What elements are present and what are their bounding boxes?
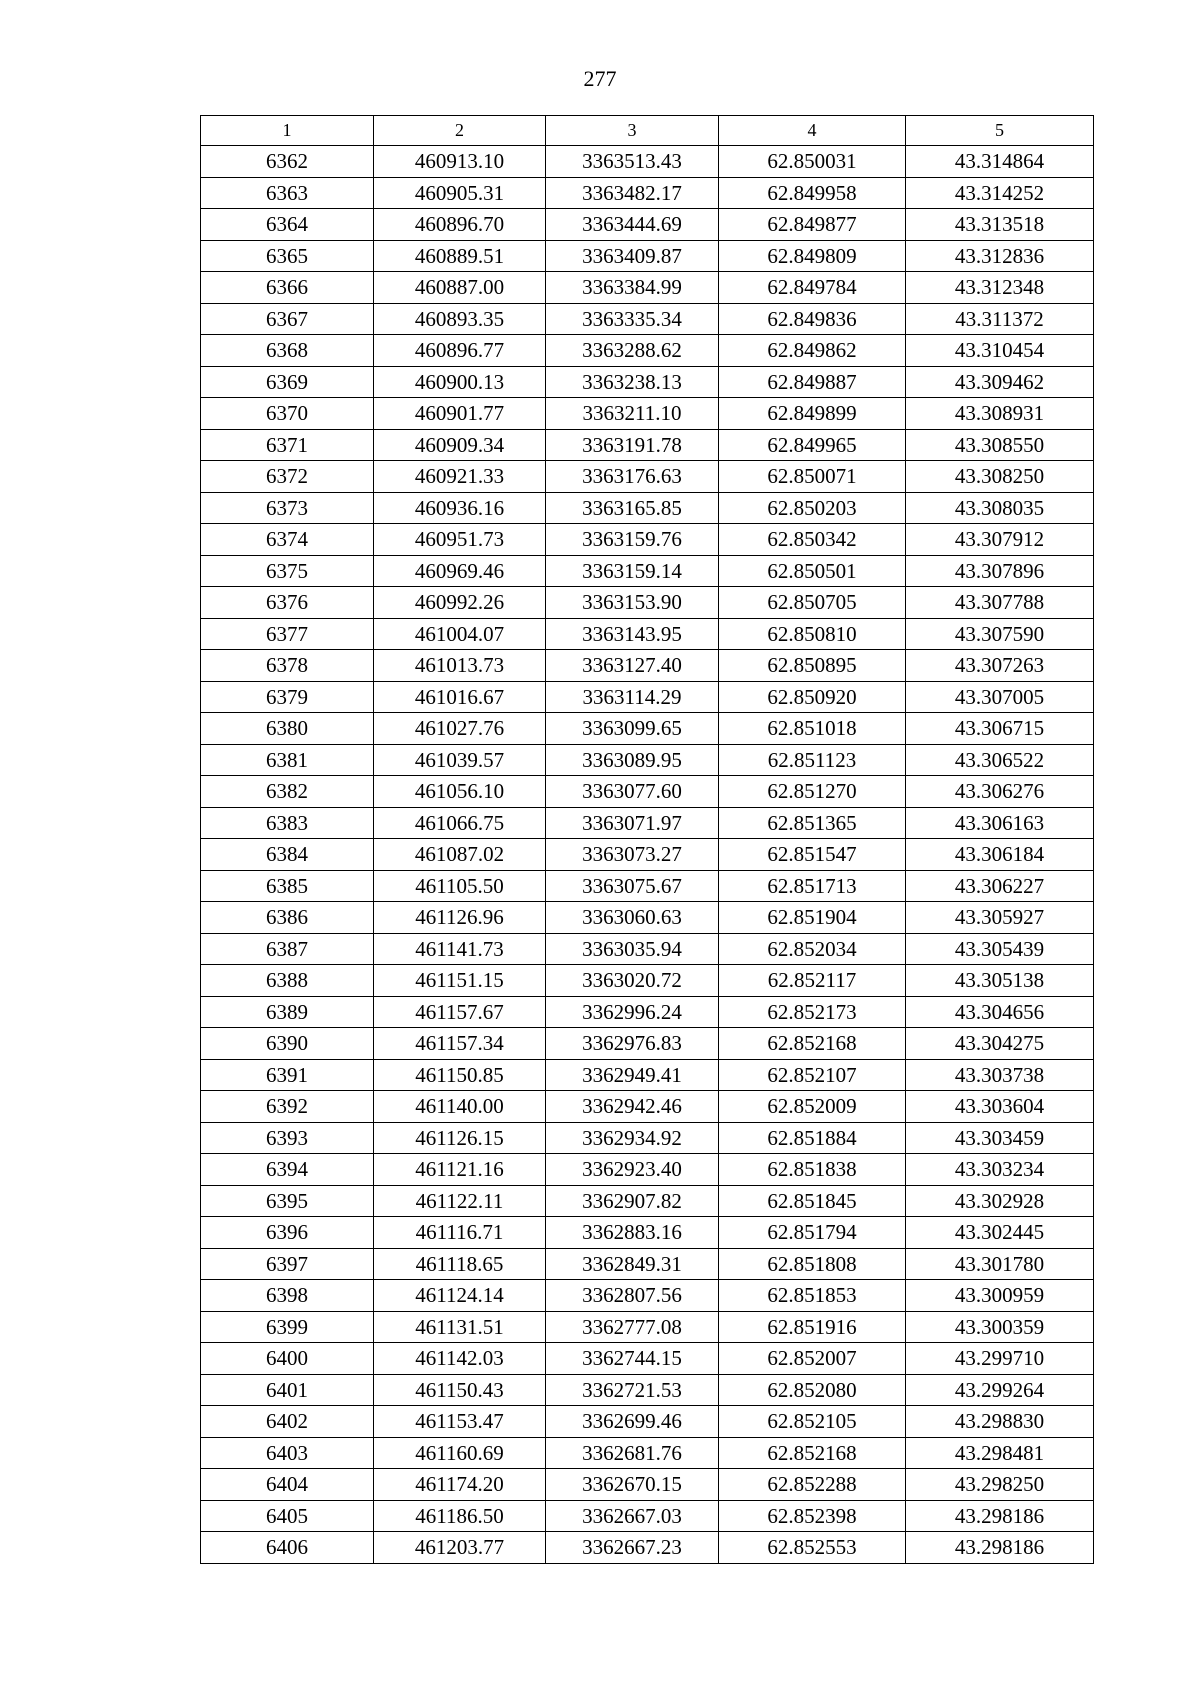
table-cell-col-5: 43.303234 [906, 1154, 1094, 1186]
table-cell-col-4: 62.851916 [719, 1311, 906, 1343]
table-cell-col-4: 62.852007 [719, 1343, 906, 1375]
table-cell-col-3: 3362907.82 [546, 1185, 719, 1217]
table-cell-col-5: 43.306522 [906, 744, 1094, 776]
table-cell-col-4: 62.851365 [719, 807, 906, 839]
table-cell-col-3: 3362667.03 [546, 1500, 719, 1532]
table-cell-col-2: 461151.15 [374, 965, 546, 997]
table-cell-col-2: 461141.73 [374, 933, 546, 965]
table-cell-col-2: 460896.77 [374, 335, 546, 367]
table-row [201, 870, 1094, 902]
column-header-2: 2 [374, 116, 546, 146]
table-cell-col-5: 43.308931 [906, 398, 1094, 430]
table-cell-col-3: 3362976.83 [546, 1028, 719, 1060]
table-row [201, 1406, 1094, 1438]
table-cell-col-1: 6370 [201, 398, 374, 430]
table-cell-col-5: 43.298250 [906, 1469, 1094, 1501]
table-cell-col-1: 6377 [201, 618, 374, 650]
table-cell-col-2: 461124.14 [374, 1280, 546, 1312]
table-cell-col-3: 3363238.13 [546, 366, 719, 398]
table-cell-col-2: 461160.69 [374, 1437, 546, 1469]
table-cell-col-1: 6405 [201, 1500, 374, 1532]
table-cell-col-5: 43.311372 [906, 303, 1094, 335]
table-row [201, 1091, 1094, 1123]
table-row [201, 335, 1094, 367]
table-cell-col-1: 6363 [201, 177, 374, 209]
table-cell-col-5: 43.303604 [906, 1091, 1094, 1123]
table-cell-col-2: 461105.50 [374, 870, 546, 902]
table-cell-col-2: 461039.57 [374, 744, 546, 776]
table-cell-col-4: 62.849965 [719, 429, 906, 461]
table-cell-col-3: 3362883.16 [546, 1217, 719, 1249]
table-cell-col-4: 62.850501 [719, 555, 906, 587]
table-cell-col-1: 6393 [201, 1122, 374, 1154]
table-cell-col-5: 43.306276 [906, 776, 1094, 808]
table-cell-col-1: 6396 [201, 1217, 374, 1249]
table-cell-col-3: 3362807.56 [546, 1280, 719, 1312]
table-cell-col-2: 461126.96 [374, 902, 546, 934]
table-cell-col-1: 6375 [201, 555, 374, 587]
table-cell-col-4: 62.851838 [719, 1154, 906, 1186]
table-cell-col-5: 43.309462 [906, 366, 1094, 398]
table-row [201, 303, 1094, 335]
table-cell-col-5: 43.298481 [906, 1437, 1094, 1469]
table-cell-col-5: 43.312348 [906, 272, 1094, 304]
table-cell-col-4: 62.852398 [719, 1500, 906, 1532]
table-cell-col-3: 3362949.41 [546, 1059, 719, 1091]
table-cell-col-1: 6400 [201, 1343, 374, 1375]
table-cell-col-5: 43.310454 [906, 335, 1094, 367]
table-cell-col-3: 3363211.10 [546, 398, 719, 430]
table-cell-col-1: 6388 [201, 965, 374, 997]
table-cell-col-1: 6383 [201, 807, 374, 839]
table-cell-col-1: 6376 [201, 587, 374, 619]
table-cell-col-1: 6395 [201, 1185, 374, 1217]
table-cell-col-2: 460893.35 [374, 303, 546, 335]
table-row [201, 618, 1094, 650]
table-row [201, 681, 1094, 713]
table-cell-col-1: 6368 [201, 335, 374, 367]
table-cell-col-4: 62.849836 [719, 303, 906, 335]
table-cell-col-3: 3363089.95 [546, 744, 719, 776]
table-cell-col-2: 460901.77 [374, 398, 546, 430]
table-row [201, 1154, 1094, 1186]
column-header-3: 3 [546, 116, 719, 146]
table-cell-col-5: 43.298830 [906, 1406, 1094, 1438]
table-cell-col-5: 43.307896 [906, 555, 1094, 587]
table-cell-col-4: 62.849784 [719, 272, 906, 304]
table-cell-col-2: 461150.85 [374, 1059, 546, 1091]
table-cell-col-3: 3362721.53 [546, 1374, 719, 1406]
table-cell-col-3: 3363071.97 [546, 807, 719, 839]
table-cell-col-4: 62.852168 [719, 1028, 906, 1060]
table-cell-col-3: 3363482.17 [546, 177, 719, 209]
table-cell-col-1: 6372 [201, 461, 374, 493]
header-row [201, 116, 1094, 146]
table-cell-col-4: 62.851794 [719, 1217, 906, 1249]
table-cell-col-2: 461004.07 [374, 618, 546, 650]
table-cell-col-1: 6402 [201, 1406, 374, 1438]
table-cell-col-3: 3363335.34 [546, 303, 719, 335]
table-cell-col-1: 6390 [201, 1028, 374, 1060]
table-cell-col-3: 3362699.46 [546, 1406, 719, 1438]
table-cell-col-4: 62.852168 [719, 1437, 906, 1469]
table-cell-col-5: 43.308035 [906, 492, 1094, 524]
table-cell-col-1: 6401 [201, 1374, 374, 1406]
table-row [201, 1500, 1094, 1532]
table-cell-col-5: 43.306163 [906, 807, 1094, 839]
table-cell-col-3: 3362744.15 [546, 1343, 719, 1375]
table-cell-col-1: 6392 [201, 1091, 374, 1123]
table-cell-col-5: 43.299264 [906, 1374, 1094, 1406]
table-cell-col-1: 6403 [201, 1437, 374, 1469]
table-cell-col-1: 6397 [201, 1248, 374, 1280]
table-cell-col-5: 43.301780 [906, 1248, 1094, 1280]
table-cell-col-1: 6384 [201, 839, 374, 871]
table-cell-col-4: 62.850920 [719, 681, 906, 713]
table-row [201, 492, 1094, 524]
table-cell-col-1: 6378 [201, 650, 374, 682]
table-cell-col-5: 43.305927 [906, 902, 1094, 934]
table-row [201, 1028, 1094, 1060]
table-cell-col-4: 62.851270 [719, 776, 906, 808]
table-row [201, 1311, 1094, 1343]
table-cell-col-1: 6367 [201, 303, 374, 335]
table-cell-col-3: 3362934.92 [546, 1122, 719, 1154]
table-row [201, 177, 1094, 209]
table-cell-col-3: 3363191.78 [546, 429, 719, 461]
table-cell-col-3: 3363409.87 [546, 240, 719, 272]
table-cell-col-5: 43.314864 [906, 146, 1094, 178]
table-cell-col-3: 3362849.31 [546, 1248, 719, 1280]
table-cell-col-2: 461157.34 [374, 1028, 546, 1060]
column-header-1: 1 [201, 116, 374, 146]
table-body [201, 146, 1094, 1564]
table-cell-col-4: 62.851713 [719, 870, 906, 902]
table-cell-col-3: 3363513.43 [546, 146, 719, 178]
table-cell-col-1: 6369 [201, 366, 374, 398]
table-cell-col-2: 461150.43 [374, 1374, 546, 1406]
table-cell-col-3: 3363165.85 [546, 492, 719, 524]
table-cell-col-5: 43.314252 [906, 177, 1094, 209]
table-cell-col-3: 3362923.40 [546, 1154, 719, 1186]
table-cell-col-2: 460887.00 [374, 272, 546, 304]
table-cell-col-1: 6386 [201, 902, 374, 934]
table-cell-col-5: 43.304275 [906, 1028, 1094, 1060]
table-row [201, 1343, 1094, 1375]
table-cell-col-3: 3363153.90 [546, 587, 719, 619]
table-cell-col-5: 43.303738 [906, 1059, 1094, 1091]
table-row [201, 398, 1094, 430]
table-cell-col-3: 3363020.72 [546, 965, 719, 997]
table-cell-col-4: 62.850810 [719, 618, 906, 650]
table-row [201, 807, 1094, 839]
table-cell-col-3: 3362667.23 [546, 1532, 719, 1564]
table-cell-col-2: 460969.46 [374, 555, 546, 587]
table-cell-col-1: 6387 [201, 933, 374, 965]
table-cell-col-3: 3363099.65 [546, 713, 719, 745]
table-cell-col-4: 62.849809 [719, 240, 906, 272]
table-row [201, 996, 1094, 1028]
table-cell-col-5: 43.307590 [906, 618, 1094, 650]
table-cell-col-2: 460909.34 [374, 429, 546, 461]
table-cell-col-4: 62.851808 [719, 1248, 906, 1280]
table-cell-col-5: 43.307788 [906, 587, 1094, 619]
coordinates-table [200, 115, 1094, 1564]
table-cell-col-2: 461174.20 [374, 1469, 546, 1501]
table-row [201, 776, 1094, 808]
table-cell-col-4: 62.850031 [719, 146, 906, 178]
table-cell-col-5: 43.300959 [906, 1280, 1094, 1312]
table-cell-col-4: 62.852009 [719, 1091, 906, 1123]
table-cell-col-3: 3363114.29 [546, 681, 719, 713]
table-cell-col-5: 43.313518 [906, 209, 1094, 241]
table-cell-col-4: 62.852107 [719, 1059, 906, 1091]
table-cell-col-2: 461122.11 [374, 1185, 546, 1217]
table-cell-col-2: 461016.67 [374, 681, 546, 713]
table-cell-col-2: 460992.26 [374, 587, 546, 619]
table-cell-col-1: 6389 [201, 996, 374, 1028]
table-cell-col-4: 62.850895 [719, 650, 906, 682]
table-row [201, 524, 1094, 556]
table-cell-col-2: 460913.10 [374, 146, 546, 178]
table-cell-col-4: 62.851853 [719, 1280, 906, 1312]
table-cell-col-2: 461131.51 [374, 1311, 546, 1343]
table-row [201, 1280, 1094, 1312]
table-cell-col-3: 3362777.08 [546, 1311, 719, 1343]
table-cell-col-1: 6394 [201, 1154, 374, 1186]
table-cell-col-1: 6380 [201, 713, 374, 745]
table-row [201, 429, 1094, 461]
table-cell-col-3: 3363288.62 [546, 335, 719, 367]
table-cell-col-1: 6391 [201, 1059, 374, 1091]
table-cell-col-3: 3363075.67 [546, 870, 719, 902]
table-cell-col-2: 461066.75 [374, 807, 546, 839]
table-cell-col-2: 461056.10 [374, 776, 546, 808]
table-cell-col-2: 461013.73 [374, 650, 546, 682]
table-cell-col-1: 6381 [201, 744, 374, 776]
table-cell-col-4: 62.851845 [719, 1185, 906, 1217]
table-cell-col-5: 43.302445 [906, 1217, 1094, 1249]
table-cell-col-1: 6399 [201, 1311, 374, 1343]
table-cell-col-3: 3363077.60 [546, 776, 719, 808]
table-row [201, 1059, 1094, 1091]
table-cell-col-2: 461126.15 [374, 1122, 546, 1154]
table-cell-col-4: 62.851123 [719, 744, 906, 776]
table-cell-col-5: 43.305439 [906, 933, 1094, 965]
table-cell-col-3: 3363176.63 [546, 461, 719, 493]
table-cell-col-1: 6379 [201, 681, 374, 713]
table-row [201, 1217, 1094, 1249]
table-cell-col-3: 3362942.46 [546, 1091, 719, 1123]
table-cell-col-5: 43.306715 [906, 713, 1094, 745]
table-row [201, 272, 1094, 304]
table-cell-col-2: 461087.02 [374, 839, 546, 871]
table-header [201, 116, 1094, 146]
table-cell-col-4: 62.851018 [719, 713, 906, 745]
table-row [201, 933, 1094, 965]
table-cell-col-1: 6371 [201, 429, 374, 461]
table-cell-col-3: 3363035.94 [546, 933, 719, 965]
table-cell-col-4: 62.850342 [719, 524, 906, 556]
table-cell-col-5: 43.307263 [906, 650, 1094, 682]
table-row [201, 1248, 1094, 1280]
table-cell-col-2: 461027.76 [374, 713, 546, 745]
table-cell-col-2: 461203.77 [374, 1532, 546, 1564]
column-header-4: 4 [719, 116, 906, 146]
table-cell-col-4: 62.850203 [719, 492, 906, 524]
table-cell-col-4: 62.851904 [719, 902, 906, 934]
table-cell-col-2: 460951.73 [374, 524, 546, 556]
table-cell-col-1: 6374 [201, 524, 374, 556]
table-cell-col-4: 62.851884 [719, 1122, 906, 1154]
column-header-5: 5 [906, 116, 1094, 146]
table-cell-col-2: 461153.47 [374, 1406, 546, 1438]
table-row [201, 146, 1094, 178]
table-row [201, 1185, 1094, 1217]
table-cell-col-3: 3363159.14 [546, 555, 719, 587]
table-cell-col-1: 6385 [201, 870, 374, 902]
table-cell-col-5: 43.308250 [906, 461, 1094, 493]
table-row [201, 461, 1094, 493]
table-row [201, 587, 1094, 619]
table-cell-col-3: 3363127.40 [546, 650, 719, 682]
table-cell-col-4: 62.852034 [719, 933, 906, 965]
table-row [201, 839, 1094, 871]
table-cell-col-1: 6364 [201, 209, 374, 241]
table-cell-col-1: 6362 [201, 146, 374, 178]
table-cell-col-2: 460936.16 [374, 492, 546, 524]
table-cell-col-5: 43.308550 [906, 429, 1094, 461]
table-cell-col-4: 62.849899 [719, 398, 906, 430]
table-row [201, 744, 1094, 776]
table-cell-col-4: 62.849877 [719, 209, 906, 241]
table-cell-col-4: 62.851547 [719, 839, 906, 871]
table-row [201, 902, 1094, 934]
table-cell-col-5: 43.306184 [906, 839, 1094, 871]
table-cell-col-3: 3363384.99 [546, 272, 719, 304]
table-row [201, 1469, 1094, 1501]
table-cell-col-3: 3362996.24 [546, 996, 719, 1028]
table-cell-col-5: 43.298186 [906, 1532, 1094, 1564]
table-cell-col-5: 43.298186 [906, 1500, 1094, 1532]
table-cell-col-5: 43.307005 [906, 681, 1094, 713]
table-row [201, 650, 1094, 682]
table-cell-col-4: 62.852288 [719, 1469, 906, 1501]
table-cell-col-1: 6398 [201, 1280, 374, 1312]
table-row [201, 555, 1094, 587]
table-cell-col-2: 460900.13 [374, 366, 546, 398]
table-cell-col-5: 43.303459 [906, 1122, 1094, 1154]
table-cell-col-5: 43.299710 [906, 1343, 1094, 1375]
table-cell-col-4: 62.852553 [719, 1532, 906, 1564]
table-cell-col-1: 6406 [201, 1532, 374, 1564]
table-cell-col-5: 43.306227 [906, 870, 1094, 902]
table-cell-col-4: 62.852105 [719, 1406, 906, 1438]
table-cell-col-3: 3363060.63 [546, 902, 719, 934]
table-cell-col-2: 461140.00 [374, 1091, 546, 1123]
table-row [201, 240, 1094, 272]
table-cell-col-5: 43.304656 [906, 996, 1094, 1028]
page-number: 277 [583, 66, 617, 91]
table-cell-col-2: 461157.67 [374, 996, 546, 1028]
table-row [201, 366, 1094, 398]
table-cell-col-5: 43.312836 [906, 240, 1094, 272]
table-cell-col-3: 3363143.95 [546, 618, 719, 650]
table-cell-col-2: 460896.70 [374, 209, 546, 241]
table-cell-col-4: 62.849862 [719, 335, 906, 367]
table-row [201, 209, 1094, 241]
table-cell-col-3: 3363444.69 [546, 209, 719, 241]
table-cell-col-4: 62.850705 [719, 587, 906, 619]
table-cell-col-3: 3362670.15 [546, 1469, 719, 1501]
table-row [201, 965, 1094, 997]
table-cell-col-2: 461121.16 [374, 1154, 546, 1186]
table-cell-col-1: 6373 [201, 492, 374, 524]
table-cell-col-4: 62.849887 [719, 366, 906, 398]
table-cell-col-1: 6382 [201, 776, 374, 808]
table-cell-col-4: 62.850071 [719, 461, 906, 493]
table-cell-col-2: 461116.71 [374, 1217, 546, 1249]
table-row [201, 1122, 1094, 1154]
table-cell-col-5: 43.305138 [906, 965, 1094, 997]
table-cell-col-1: 6366 [201, 272, 374, 304]
table-cell-col-3: 3362681.76 [546, 1437, 719, 1469]
table-cell-col-2: 461186.50 [374, 1500, 546, 1532]
table-cell-col-2: 461142.03 [374, 1343, 546, 1375]
table-row [201, 713, 1094, 745]
table-cell-col-4: 62.852117 [719, 965, 906, 997]
table-row [201, 1374, 1094, 1406]
table-cell-col-4: 62.852080 [719, 1374, 906, 1406]
table-cell-col-4: 62.852173 [719, 996, 906, 1028]
table-cell-col-5: 43.302928 [906, 1185, 1094, 1217]
table-cell-col-2: 460889.51 [374, 240, 546, 272]
table-row [201, 1437, 1094, 1469]
table-cell-col-2: 460905.31 [374, 177, 546, 209]
table-cell-col-4: 62.849958 [719, 177, 906, 209]
table-row [201, 1532, 1094, 1564]
table-cell-col-3: 3363073.27 [546, 839, 719, 871]
table-cell-col-1: 6404 [201, 1469, 374, 1501]
table-cell-col-2: 461118.65 [374, 1248, 546, 1280]
table-cell-col-1: 6365 [201, 240, 374, 272]
table-cell-col-5: 43.307912 [906, 524, 1094, 556]
table-cell-col-3: 3363159.76 [546, 524, 719, 556]
table-cell-col-5: 43.300359 [906, 1311, 1094, 1343]
table-cell-col-2: 460921.33 [374, 461, 546, 493]
